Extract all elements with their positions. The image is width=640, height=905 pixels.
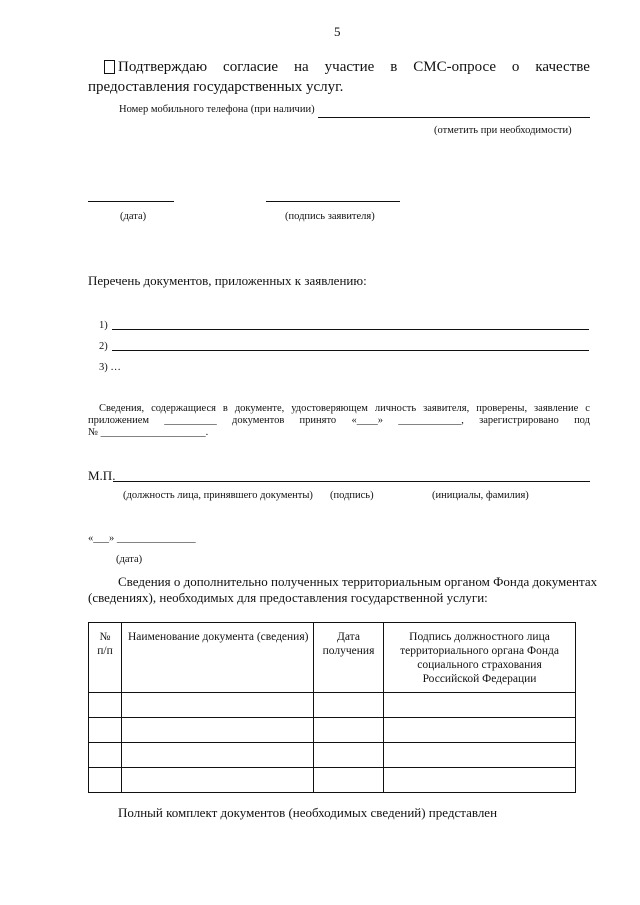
verification-word: Сведения, xyxy=(99,403,145,414)
table-cell[interactable] xyxy=(314,743,384,768)
table-cell[interactable] xyxy=(384,768,576,793)
verification-word: принято xyxy=(299,415,337,426)
footer-text: Полный комплект документов (необходимых сведений) представлен xyxy=(118,805,498,820)
table-cell[interactable] xyxy=(384,718,576,743)
document-item-2-line[interactable] xyxy=(112,350,589,351)
table-cell[interactable] xyxy=(384,693,576,718)
verification-word: ____________, xyxy=(398,415,464,426)
table-cell[interactable] xyxy=(89,743,122,768)
verification-word: приложением xyxy=(88,415,150,426)
consent-word: Подтверждаю xyxy=(118,59,208,75)
table-row xyxy=(89,693,576,718)
verification-line1 xyxy=(99,403,590,414)
documents-table xyxy=(88,622,576,793)
verification-word: заявление xyxy=(534,403,579,414)
documents-heading: Перечень документов, приложенных к заявлению: xyxy=(88,273,367,288)
verification-word: заявителя, xyxy=(423,403,470,414)
name-caption: (инициалы, фамилия) xyxy=(432,490,529,501)
acceptance-date-line[interactable]: «___» _______________ xyxy=(88,533,196,544)
table-cell[interactable] xyxy=(89,693,122,718)
table-cell[interactable] xyxy=(89,718,122,743)
table-cell[interactable] xyxy=(89,768,122,793)
mark-note: (отметить при необходимости) xyxy=(434,125,572,136)
table-cell[interactable] xyxy=(314,768,384,793)
verification-word: с xyxy=(585,403,590,414)
verification-word: содержащиеся xyxy=(151,403,216,414)
verification-word: личность xyxy=(374,403,417,414)
table-cell[interactable] xyxy=(122,693,314,718)
table-row xyxy=(89,768,576,793)
verification-word: документе, xyxy=(234,403,285,414)
header-document-name: Наименование документа (сведения) xyxy=(122,623,314,693)
date-line[interactable] xyxy=(88,201,174,202)
page-number: 5 xyxy=(334,24,341,39)
verification-word: проверены, xyxy=(476,403,528,414)
consent-word: участие xyxy=(324,59,375,75)
registration-number: № ____________________. xyxy=(88,427,209,438)
table-cell[interactable] xyxy=(314,693,384,718)
document-item-1-number: 1) xyxy=(99,320,108,331)
verification-word: зарегистрировано xyxy=(479,415,559,426)
table-cell[interactable] xyxy=(314,718,384,743)
verification-word: документов xyxy=(232,415,285,426)
acceptance-date-caption: (дата) xyxy=(116,554,143,565)
additional-info-line1: Сведения о дополнительно полученных территориальным органом Фонда документах xyxy=(118,574,598,589)
consent-word: согласие xyxy=(223,59,279,75)
sms-consent-checkbox[interactable] xyxy=(104,60,115,74)
document-item-3-number: 3) … xyxy=(99,362,121,373)
consent-word: качестве xyxy=(535,59,590,75)
additional-info-line2: (сведениях), необходимых для предоставления государственной услуги: xyxy=(88,590,488,605)
consent-word: о xyxy=(511,59,520,75)
verification-word: удостоверяющем xyxy=(291,403,368,414)
header-date-received: Дата получения xyxy=(314,623,384,693)
phone-input[interactable] xyxy=(318,117,590,118)
phone-label: Номер мобильного телефона (при наличии) xyxy=(119,104,315,115)
table-cell[interactable] xyxy=(122,718,314,743)
consent-word: на xyxy=(294,59,309,75)
table-cell[interactable] xyxy=(122,768,314,793)
mp-label: М.П. xyxy=(88,468,116,483)
consent-word: СМС-опросе xyxy=(413,59,496,75)
document-item-2-number: 2) xyxy=(99,341,108,352)
verification-word: __________ xyxy=(164,415,217,426)
signature-caption: (подпись заявителя) xyxy=(285,211,375,222)
official-signature-caption: (подпись) xyxy=(330,490,374,501)
consent-word: в xyxy=(390,59,398,75)
position-caption: (должность лица, принявшего документы) xyxy=(123,490,313,501)
table-cell[interactable] xyxy=(122,743,314,768)
verification-word: под xyxy=(574,415,590,426)
document-item-1-line[interactable] xyxy=(112,329,589,330)
table-row xyxy=(89,743,576,768)
table-header-row xyxy=(89,623,576,693)
table-cell[interactable] xyxy=(384,743,576,768)
consent-text-line2: предоставления государственных услуг. xyxy=(88,79,344,95)
verification-line2 xyxy=(88,415,590,426)
verification-word: «____» xyxy=(351,415,383,426)
table-row xyxy=(89,718,576,743)
verification-word: в xyxy=(222,403,228,414)
consent-text-line1 xyxy=(118,59,590,76)
official-signature-line[interactable] xyxy=(113,481,590,482)
header-number: № п/п xyxy=(89,623,122,693)
signature-line[interactable] xyxy=(266,201,400,202)
header-official-signature: Подпись должностного лица территориального органа Фонда социального страхования Российской Федерации xyxy=(384,623,576,693)
date-caption: (дата) xyxy=(120,211,147,222)
